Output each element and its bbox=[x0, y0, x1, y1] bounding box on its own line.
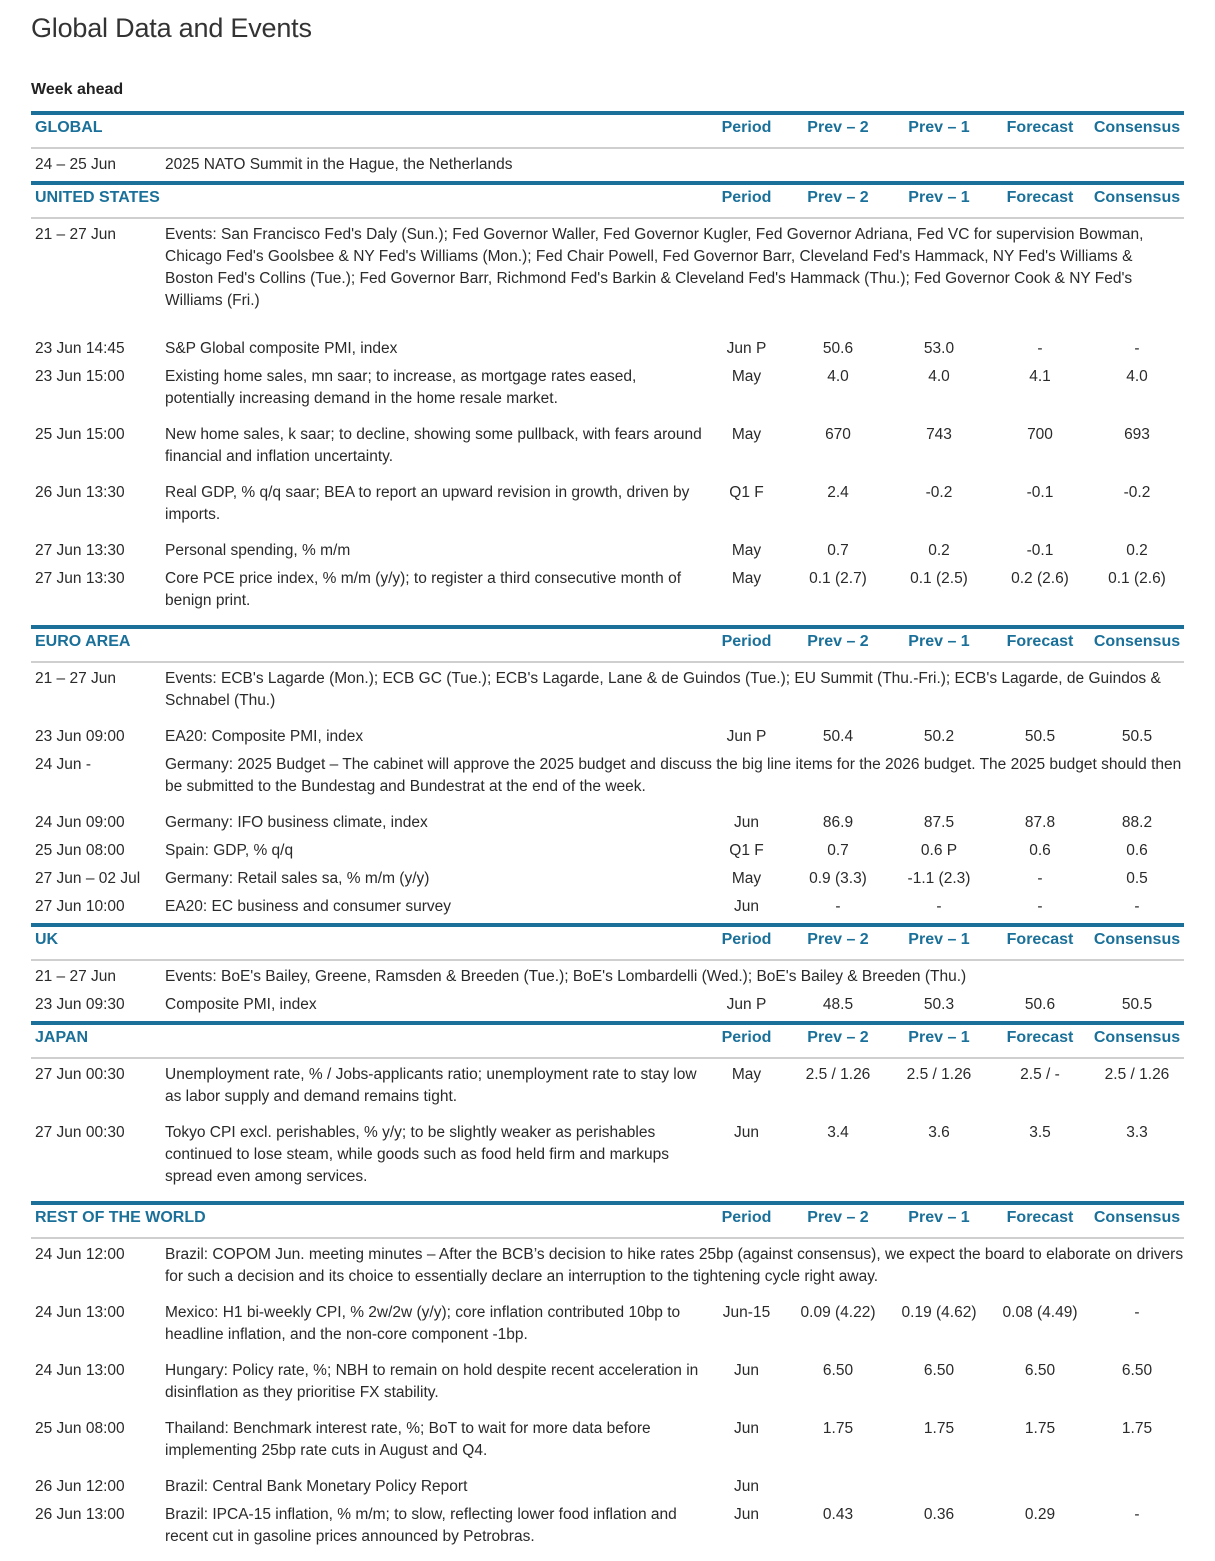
column-header-prev1: Prev – 1 bbox=[908, 1029, 970, 1046]
row-forecast: 700 bbox=[1027, 426, 1053, 443]
row-date: 24 Jun 13:00 bbox=[35, 1304, 125, 1321]
row-period: Jun P bbox=[726, 996, 767, 1013]
table-row bbox=[31, 335, 1184, 363]
row-prev2: 0.43 bbox=[822, 1506, 854, 1523]
row-period: Jun bbox=[734, 1506, 759, 1523]
row-prev1: 6.50 bbox=[923, 1362, 955, 1379]
row-forecast: 6.50 bbox=[1024, 1362, 1056, 1379]
row-consensus: 693 bbox=[1124, 426, 1150, 443]
section-body bbox=[31, 663, 1184, 923]
row-prev2 bbox=[788, 1473, 888, 1501]
row-forecast: -0.1 bbox=[1026, 542, 1054, 559]
row-prev2: 0.1 (2.7) bbox=[809, 570, 867, 587]
row-description: Events: BoE's Bailey, Greene, Ramsden & Breeden (Tue.); BoE's Lombardelli (Wed.); BoE's Bailey & Breeden (Thu.) bbox=[165, 968, 967, 985]
row-consensus: 0.6 bbox=[1126, 842, 1148, 859]
row-forecast: - bbox=[1037, 870, 1043, 887]
section-body bbox=[31, 1239, 1184, 1561]
table-row bbox=[31, 537, 1184, 565]
column-header-period: Period bbox=[721, 931, 772, 948]
region-section-united-states bbox=[31, 181, 1184, 625]
row-consensus: - bbox=[1134, 1506, 1140, 1523]
column-header-prev2: Prev – 2 bbox=[807, 189, 869, 206]
table-row bbox=[31, 151, 1184, 179]
row-consensus: 50.5 bbox=[1121, 728, 1153, 745]
table-row bbox=[31, 1415, 1184, 1473]
section-body bbox=[31, 149, 1184, 181]
row-description: Events: ECB's Lagarde (Mon.); ECB GC (Tue.); ECB's Lagarde, Lane & de Guindos (Tue.); EU Summit (Thu.-Fri.); ECB's Lagarde, de Guindos & Schnabel (Thu.) bbox=[165, 670, 1161, 709]
column-header-consensus: Consensus bbox=[1093, 119, 1181, 136]
row-date: 24 – 25 Jun bbox=[35, 156, 117, 173]
row-description: Unemployment rate, % / Jobs-applicants ratio; unemployment rate to stay low as labor supply and demand remains tight. bbox=[165, 1066, 697, 1105]
row-description: New home sales, k saar; to decline, showing some pullback, with fears around financial and inflation uncertainty. bbox=[165, 426, 702, 465]
section-subtitle: Week ahead bbox=[31, 81, 124, 98]
page bbox=[31, 0, 1184, 1561]
row-prev2: 48.5 bbox=[822, 996, 854, 1013]
row-date: 24 Jun 09:00 bbox=[35, 814, 125, 831]
column-header-prev2: Prev – 2 bbox=[807, 633, 869, 650]
row-consensus: 2.5 / 1.26 bbox=[1104, 1066, 1170, 1083]
row-description: Tokyo CPI excl. perishables, % y/y; to be slightly weaker as perishables continued to lose steam, while goods such as food held firm and markups spread even among services. bbox=[165, 1124, 670, 1185]
row-description: Brazil: COPOM Jun. meeting minutes – After the BCB’s decision to hike rates 25bp (against consensus), we expect the board to elaborate on drivers for such a decision and its choice to essentially declare an interruption to the tightening cycle right away. bbox=[165, 1246, 1184, 1285]
section-header bbox=[31, 923, 1184, 961]
row-forecast: 50.5 bbox=[1024, 728, 1056, 745]
row-prev2: 50.6 bbox=[822, 340, 854, 357]
row-description: EA20: EC business and consumer survey bbox=[165, 898, 452, 915]
row-prev1: 0.19 (4.62) bbox=[901, 1304, 977, 1321]
row-consensus: 50.5 bbox=[1121, 996, 1153, 1013]
section-header bbox=[31, 181, 1184, 219]
row-date: 27 Jun 13:30 bbox=[35, 542, 125, 559]
row-consensus: 0.5 bbox=[1126, 870, 1148, 887]
row-period: Jun bbox=[734, 1124, 759, 1141]
row-prev1: 743 bbox=[926, 426, 952, 443]
row-prev1: 0.6 P bbox=[920, 842, 958, 859]
row-period: Q1 F bbox=[729, 484, 764, 501]
region-section-uk bbox=[31, 923, 1184, 1021]
row-prev1: -0.2 bbox=[925, 484, 953, 501]
column-header-forecast: Forecast bbox=[1006, 189, 1074, 206]
section-body bbox=[31, 961, 1184, 1021]
row-consensus: 0.2 bbox=[1126, 542, 1148, 559]
row-period: Jun bbox=[734, 1478, 759, 1495]
row-date: 27 Jun 00:30 bbox=[35, 1124, 125, 1141]
row-prev2: 2.5 / 1.26 bbox=[805, 1066, 871, 1083]
row-description: Brazil: IPCA-15 inflation, % m/m; to slow, reflecting lower food inflation and recent cut in gasoline prices announced by Petrobras. bbox=[165, 1506, 677, 1545]
row-date: 23 Jun 09:00 bbox=[35, 728, 125, 745]
row-consensus: 3.3 bbox=[1126, 1124, 1148, 1141]
row-period: Jun bbox=[734, 814, 759, 831]
table-row bbox=[31, 963, 1184, 991]
section-header bbox=[31, 625, 1184, 663]
row-date: 21 – 27 Jun bbox=[35, 226, 117, 243]
row-prev1: 0.36 bbox=[923, 1506, 955, 1523]
row-prev2: 0.09 (4.22) bbox=[800, 1304, 876, 1321]
section-body bbox=[31, 1059, 1184, 1201]
row-date: 27 Jun 10:00 bbox=[35, 898, 125, 915]
row-prev2: 0.7 bbox=[827, 842, 849, 859]
column-header-prev2: Prev – 2 bbox=[807, 931, 869, 948]
section-header bbox=[31, 1201, 1184, 1239]
row-prev1: - bbox=[936, 898, 942, 915]
page-title: Global Data and Events bbox=[31, 13, 312, 43]
row-prev1: 87.5 bbox=[923, 814, 955, 831]
row-description: Germany: IFO business climate, index bbox=[165, 814, 428, 831]
row-forecast: -0.1 bbox=[1026, 484, 1054, 501]
row-prev2: 50.4 bbox=[822, 728, 854, 745]
row-consensus bbox=[1090, 1473, 1184, 1501]
column-header-forecast: Forecast bbox=[1006, 1209, 1074, 1226]
row-description: 2025 NATO Summit in the Hague, the Netherlands bbox=[165, 156, 513, 173]
region-name: GLOBAL bbox=[35, 119, 103, 136]
row-period: Jun bbox=[734, 898, 759, 915]
column-header-consensus: Consensus bbox=[1093, 1029, 1181, 1046]
column-header-prev2: Prev – 2 bbox=[807, 119, 869, 136]
column-header-period: Period bbox=[721, 119, 772, 136]
table-row bbox=[31, 809, 1184, 837]
column-header-prev1: Prev – 1 bbox=[908, 633, 970, 650]
region-section-euro-area bbox=[31, 625, 1184, 923]
row-date: 26 Jun 13:30 bbox=[35, 484, 125, 501]
section-header bbox=[31, 111, 1184, 149]
calendar-table bbox=[31, 111, 1184, 1561]
table-row bbox=[31, 723, 1184, 751]
table-row bbox=[31, 991, 1184, 1019]
row-consensus: 4.0 bbox=[1126, 368, 1148, 385]
row-consensus: - bbox=[1134, 1304, 1140, 1321]
table-row bbox=[31, 1299, 1184, 1357]
row-date: 25 Jun 08:00 bbox=[35, 842, 125, 859]
column-header-period: Period bbox=[721, 1029, 772, 1046]
row-forecast: 0.29 bbox=[1024, 1506, 1056, 1523]
table-row bbox=[31, 421, 1184, 479]
row-date: 21 – 27 Jun bbox=[35, 968, 117, 985]
table-row bbox=[31, 1061, 1184, 1119]
row-period: May bbox=[731, 542, 762, 559]
row-date: 21 – 27 Jun bbox=[35, 670, 117, 687]
table-row bbox=[31, 1501, 1184, 1559]
row-forecast bbox=[990, 1473, 1090, 1501]
row-date: 25 Jun 08:00 bbox=[35, 1420, 125, 1437]
row-prev1: 3.6 bbox=[928, 1124, 950, 1141]
column-header-consensus: Consensus bbox=[1093, 189, 1181, 206]
row-forecast: - bbox=[1037, 898, 1043, 915]
column-header-consensus: Consensus bbox=[1093, 1209, 1181, 1226]
row-forecast: 0.08 (4.49) bbox=[1002, 1304, 1078, 1321]
column-header-period: Period bbox=[721, 1209, 772, 1226]
row-prev1: 4.0 bbox=[928, 368, 950, 385]
row-date: 24 Jun 12:00 bbox=[35, 1246, 125, 1263]
row-description: Core PCE price index, % m/m (y/y); to register a third consecutive month of benign print. bbox=[165, 570, 681, 609]
row-forecast: 3.5 bbox=[1029, 1124, 1051, 1141]
table-row bbox=[31, 1119, 1184, 1199]
column-header-consensus: Consensus bbox=[1093, 633, 1181, 650]
row-period: May bbox=[731, 368, 762, 385]
row-date: 23 Jun 15:00 bbox=[35, 368, 125, 385]
row-period: Jun-15 bbox=[722, 1304, 771, 1321]
section-header bbox=[31, 1021, 1184, 1059]
row-consensus: - bbox=[1134, 898, 1140, 915]
table-row bbox=[31, 893, 1184, 921]
row-description: Composite PMI, index bbox=[165, 996, 317, 1013]
row-prev1 bbox=[888, 1473, 990, 1501]
column-header-prev1: Prev – 1 bbox=[908, 931, 970, 948]
row-description: Hungary: Policy rate, %; NBH to remain on hold despite recent acceleration in disinflation as they prioritise FX stability. bbox=[165, 1362, 699, 1401]
table-row bbox=[31, 1473, 1184, 1501]
row-description: S&P Global composite PMI, index bbox=[165, 340, 398, 357]
row-description: Thailand: Benchmark interest rate, %; BoT to wait for more data before implementing 25bp rate cuts in August and Q4. bbox=[165, 1420, 651, 1459]
row-description: Events: San Francisco Fed's Daly (Sun.); Fed Governor Waller, Fed Governor Kugler, Fed Governor Adriana, Fed VC for supervision Bowman, Chicago Fed's Goolsbee & NY Fed's Williams (Mon.); Fed Chair Powell, Fed Governor Barr, Cleveland Fed's Hammack, NY Fed's Williams & Boston Fed's Collins (Tue.); Fed Governor Barr, Richmond Fed's Barkin & Cleveland Fed's Hammack (Thu.); Fed Governor Cook & NY Fed's Williams (Fri.) bbox=[165, 226, 1144, 309]
column-header-prev2: Prev – 2 bbox=[807, 1029, 869, 1046]
row-period: Jun bbox=[734, 1420, 759, 1437]
row-forecast: 2.5 / - bbox=[1020, 1066, 1060, 1083]
row-forecast: 0.6 bbox=[1029, 842, 1051, 859]
row-prev1: 0.2 bbox=[928, 542, 950, 559]
table-row bbox=[31, 363, 1184, 421]
table-row bbox=[31, 221, 1184, 335]
row-prev1: 2.5 / 1.26 bbox=[906, 1066, 972, 1083]
row-consensus: 1.75 bbox=[1121, 1420, 1153, 1437]
column-header-forecast: Forecast bbox=[1006, 119, 1074, 136]
row-prev1: 50.3 bbox=[923, 996, 955, 1013]
row-date: 25 Jun 15:00 bbox=[35, 426, 125, 443]
column-header-prev2: Prev – 2 bbox=[807, 1209, 869, 1226]
region-name: UK bbox=[35, 931, 59, 948]
row-description: Real GDP, % q/q saar; BEA to report an upward revision in growth, driven by imports. bbox=[165, 484, 690, 523]
column-header-prev1: Prev – 1 bbox=[908, 189, 970, 206]
table-row bbox=[31, 865, 1184, 893]
row-forecast: 0.2 (2.6) bbox=[1011, 570, 1069, 587]
row-period: May bbox=[731, 570, 762, 587]
row-period: May bbox=[731, 1066, 762, 1083]
row-consensus: -0.2 bbox=[1123, 484, 1151, 501]
table-row bbox=[31, 1241, 1184, 1299]
row-date: 26 Jun 13:00 bbox=[35, 1506, 125, 1523]
table-row bbox=[31, 665, 1184, 723]
section-body bbox=[31, 219, 1184, 625]
row-prev1: 50.2 bbox=[923, 728, 955, 745]
row-prev2: 0.9 (3.3) bbox=[809, 870, 867, 887]
row-prev1: 53.0 bbox=[923, 340, 955, 357]
column-header-period: Period bbox=[721, 189, 772, 206]
row-description: Personal spending, % m/m bbox=[165, 542, 351, 559]
row-date: 27 Jun – 02 Jul bbox=[35, 870, 141, 887]
row-period: May bbox=[731, 426, 762, 443]
column-header-forecast: Forecast bbox=[1006, 633, 1074, 650]
region-name: REST OF THE WORLD bbox=[35, 1209, 206, 1226]
row-prev2: 3.4 bbox=[827, 1124, 849, 1141]
row-period: Jun bbox=[734, 1362, 759, 1379]
region-section-japan bbox=[31, 1021, 1184, 1201]
row-description: Brazil: Central Bank Monetary Policy Report bbox=[165, 1478, 468, 1495]
column-header-forecast: Forecast bbox=[1006, 931, 1074, 948]
row-consensus: 6.50 bbox=[1121, 1362, 1153, 1379]
row-prev2: 1.75 bbox=[822, 1420, 854, 1437]
column-header-prev1: Prev – 1 bbox=[908, 119, 970, 136]
row-date: 26 Jun 12:00 bbox=[35, 1478, 125, 1495]
column-header-period: Period bbox=[721, 633, 772, 650]
table-row bbox=[31, 1357, 1184, 1415]
table-row bbox=[31, 479, 1184, 537]
row-date: 27 Jun 00:30 bbox=[35, 1066, 125, 1083]
row-prev2: 4.0 bbox=[827, 368, 849, 385]
row-description: Germany: 2025 Budget – The cabinet will approve the 2025 budget and discuss the big line items for the 2026 budget. The 2025 budget should then be submitted to the Bundestag and Bundestrat at the end of the week. bbox=[165, 756, 1182, 795]
region-name: UNITED STATES bbox=[35, 189, 160, 206]
row-prev1: 1.75 bbox=[923, 1420, 955, 1437]
table-row bbox=[31, 751, 1184, 809]
row-prev2: 670 bbox=[825, 426, 851, 443]
row-forecast: 1.75 bbox=[1024, 1420, 1056, 1437]
region-section-global bbox=[31, 111, 1184, 181]
row-prev2: - bbox=[835, 898, 841, 915]
row-date: 23 Jun 09:30 bbox=[35, 996, 125, 1013]
row-forecast: 87.8 bbox=[1024, 814, 1056, 831]
column-header-forecast: Forecast bbox=[1006, 1029, 1074, 1046]
row-date: 24 Jun - bbox=[35, 756, 92, 773]
row-consensus: 0.1 (2.6) bbox=[1108, 570, 1166, 587]
row-period: Jun P bbox=[726, 728, 767, 745]
row-period: Jun P bbox=[726, 340, 767, 357]
row-prev1: -1.1 (2.3) bbox=[907, 870, 971, 887]
row-prev2: 86.9 bbox=[822, 814, 854, 831]
row-consensus: - bbox=[1134, 340, 1140, 357]
region-name: EURO AREA bbox=[35, 633, 131, 650]
row-period: May bbox=[731, 870, 762, 887]
row-prev2: 2.4 bbox=[827, 484, 849, 501]
region-name: JAPAN bbox=[35, 1029, 89, 1046]
row-description: Spain: GDP, % q/q bbox=[165, 842, 294, 859]
row-forecast: 4.1 bbox=[1029, 368, 1051, 385]
row-date: 24 Jun 13:00 bbox=[35, 1362, 125, 1379]
column-header-prev1: Prev – 1 bbox=[908, 1209, 970, 1226]
row-prev2: 6.50 bbox=[822, 1362, 854, 1379]
row-period: Q1 F bbox=[729, 842, 764, 859]
row-date: 27 Jun 13:30 bbox=[35, 570, 125, 587]
row-description: EA20: Composite PMI, index bbox=[165, 728, 364, 745]
row-description: Mexico: H1 bi-weekly CPI, % 2w/2w (y/y); core inflation contributed 10bp to headline inflation, and the non-core component -1bp. bbox=[165, 1304, 681, 1343]
row-consensus: 88.2 bbox=[1121, 814, 1153, 831]
row-date: 23 Jun 14:45 bbox=[35, 340, 125, 357]
row-description: Germany: Retail sales sa, % m/m (y/y) bbox=[165, 870, 430, 887]
row-description: Existing home sales, mn saar; to increase, as mortgage rates eased, potentially increasing demand in the home resale market. bbox=[165, 368, 637, 407]
row-prev2: 0.7 bbox=[827, 542, 849, 559]
table-row bbox=[31, 565, 1184, 623]
row-prev1: 0.1 (2.5) bbox=[910, 570, 968, 587]
row-forecast: 50.6 bbox=[1024, 996, 1056, 1013]
row-forecast: - bbox=[1037, 340, 1043, 357]
region-section-rest-of-the-world bbox=[31, 1201, 1184, 1561]
column-header-consensus: Consensus bbox=[1093, 931, 1181, 948]
table-row bbox=[31, 837, 1184, 865]
